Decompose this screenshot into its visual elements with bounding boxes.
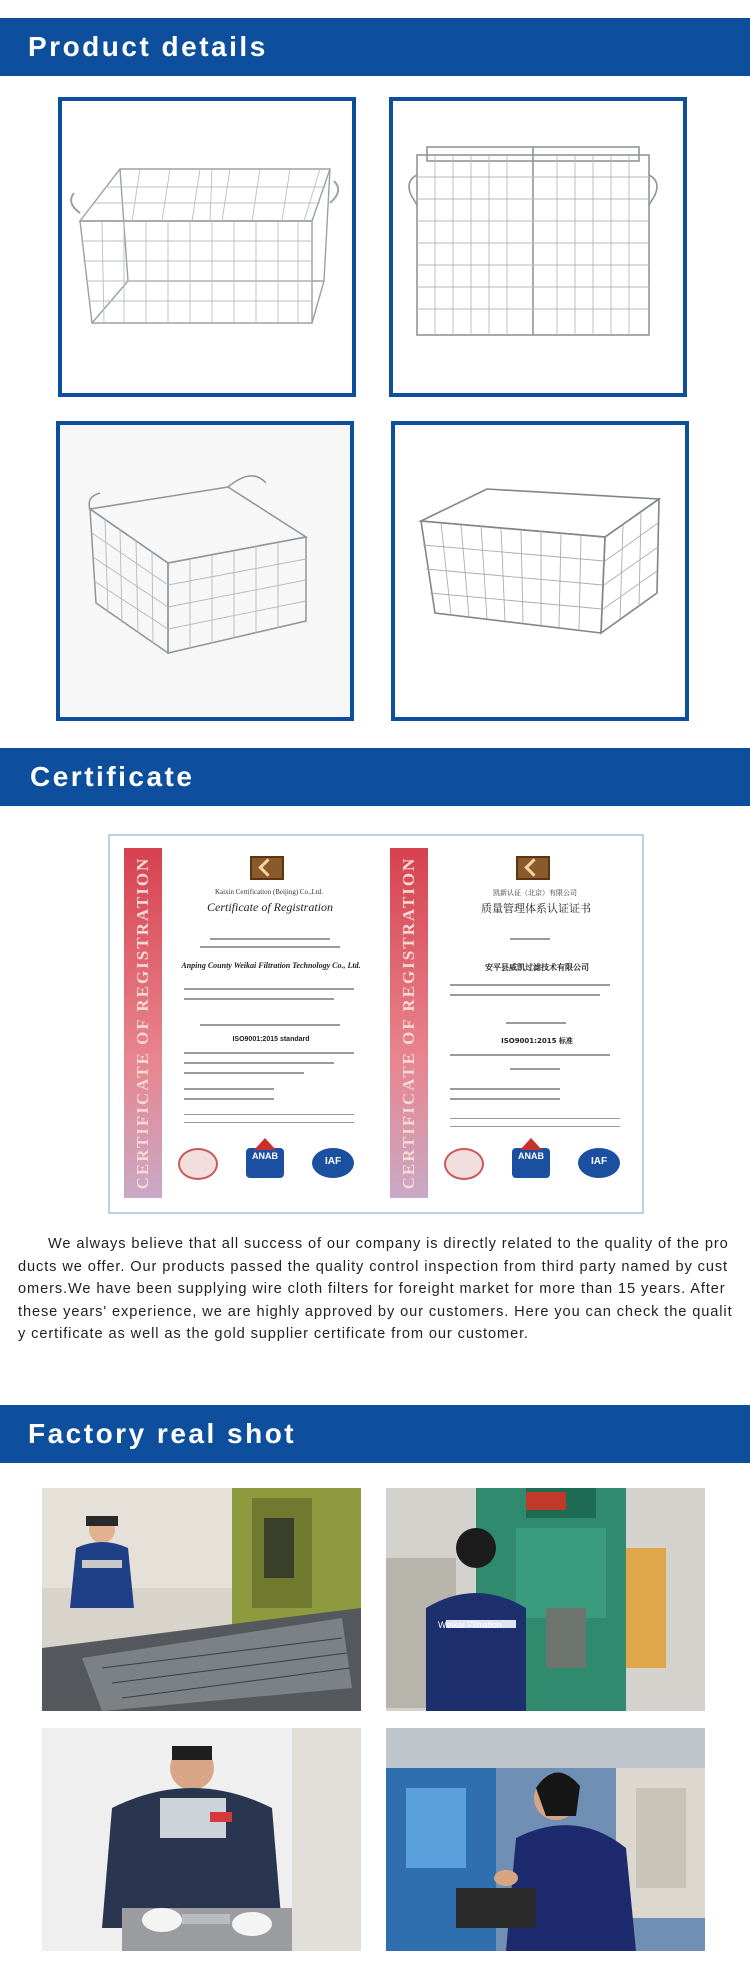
factory-worker-inspection-scene: [42, 1728, 361, 1951]
text-line: [506, 1022, 566, 1024]
wire-basket-illustration: [62, 101, 352, 393]
text-line: [184, 1114, 354, 1115]
certificate-standard: ISO9001:2015 标准: [501, 1037, 573, 1045]
text-line: [184, 1062, 334, 1064]
certificate-side-band: CERTIFICATE OF REGISTRATION: [390, 848, 428, 1198]
factory-worker-assembly-scene: [386, 1728, 705, 1951]
certificate-issuer: Kaixin Certification (Beijing) Co.,Ltd.: [214, 888, 324, 896]
section-title-product-details: Product details: [28, 31, 268, 62]
text-line: [450, 1054, 610, 1056]
text-line: [510, 938, 550, 940]
text-line: [200, 946, 340, 948]
text-line: [450, 1098, 560, 1100]
text-line: [210, 938, 330, 940]
factory-photo-1: [42, 1488, 361, 1711]
text-line: [184, 1052, 354, 1054]
certified-company: 安平县威凯过滤技术有限公司: [485, 963, 589, 972]
product-image-3: [56, 421, 354, 721]
section-title-certificate: Certificate: [30, 761, 195, 792]
product-image-1: [58, 97, 356, 397]
iaf-logo-icon: IAF: [578, 1148, 620, 1178]
text-line: [184, 988, 354, 990]
certificate-banner: [0, 748, 750, 806]
text-line: [450, 1118, 620, 1119]
certificate-title: 质量管理体系认证证书: [481, 902, 591, 915]
factory-worker-machine-scene: [42, 1488, 361, 1711]
certification-body-logo-icon: [250, 856, 284, 880]
certification-seal-icon: [444, 1148, 484, 1180]
text-line: [450, 984, 610, 986]
certification-seal-icon: [178, 1148, 218, 1180]
certificate-standard: ISO9001:2015 standard: [232, 1036, 310, 1043]
text-line: [450, 1126, 620, 1127]
product-image-4: [391, 421, 689, 721]
certification-body-logo-icon: [516, 856, 550, 880]
section-title-factory: Factory real shot: [28, 1418, 297, 1449]
factory-worker-press-scene: [386, 1488, 705, 1711]
certificate-description: We always believe that all success of our company is directly related to the quality of the products we offer. Our products passed the quality control inspection from third party named by customers.We have been supplying wire cloth filters for foreight market for more than 15 years. After these years' experience, we are highly approved by our customers. Here you can check the quality certificate as well as the gold supplier certificate from our customer.: [18, 1236, 733, 1343]
certificate-side-band: CERTIFICATE OF REGISTRATION: [124, 848, 162, 1198]
text-line: [200, 1024, 340, 1026]
wire-basket-illustration: [393, 101, 683, 393]
shirt-logo-text: Weikai Filtration: [438, 1620, 502, 1630]
anab-logo-icon: ANAB: [512, 1148, 550, 1178]
factory-photo-3: [42, 1728, 361, 1951]
factory-banner: [0, 1405, 750, 1463]
iaf-logo-icon: IAF: [312, 1148, 354, 1178]
text-line: [184, 1088, 274, 1090]
text-line: [450, 1088, 560, 1090]
text-line: [450, 994, 600, 996]
text-line: [184, 1122, 354, 1123]
product-details-banner: [0, 18, 750, 76]
certified-company: Anping County Weikai Filtration Technology Co., Ltd.: [181, 961, 361, 970]
text-line: [510, 1068, 560, 1070]
text-line: [184, 1098, 274, 1100]
factory-photo-2: [386, 1488, 705, 1711]
wire-basket-illustration: [60, 425, 350, 717]
text-line: [184, 998, 334, 1000]
product-image-2: [389, 97, 687, 397]
wire-basket-illustration: [395, 425, 685, 717]
certificate-page-english: [114, 842, 376, 1208]
anab-logo-icon: ANAB: [246, 1148, 284, 1178]
certificate-page-chinese: [380, 842, 642, 1208]
certificate-image: [108, 834, 644, 1214]
certificate-issuer: 凯新认证（北京）有限公司: [493, 889, 577, 897]
factory-photo-4: [386, 1728, 705, 1951]
text-line: [184, 1072, 304, 1074]
certificate-title: Certificate of Registration: [207, 900, 333, 914]
